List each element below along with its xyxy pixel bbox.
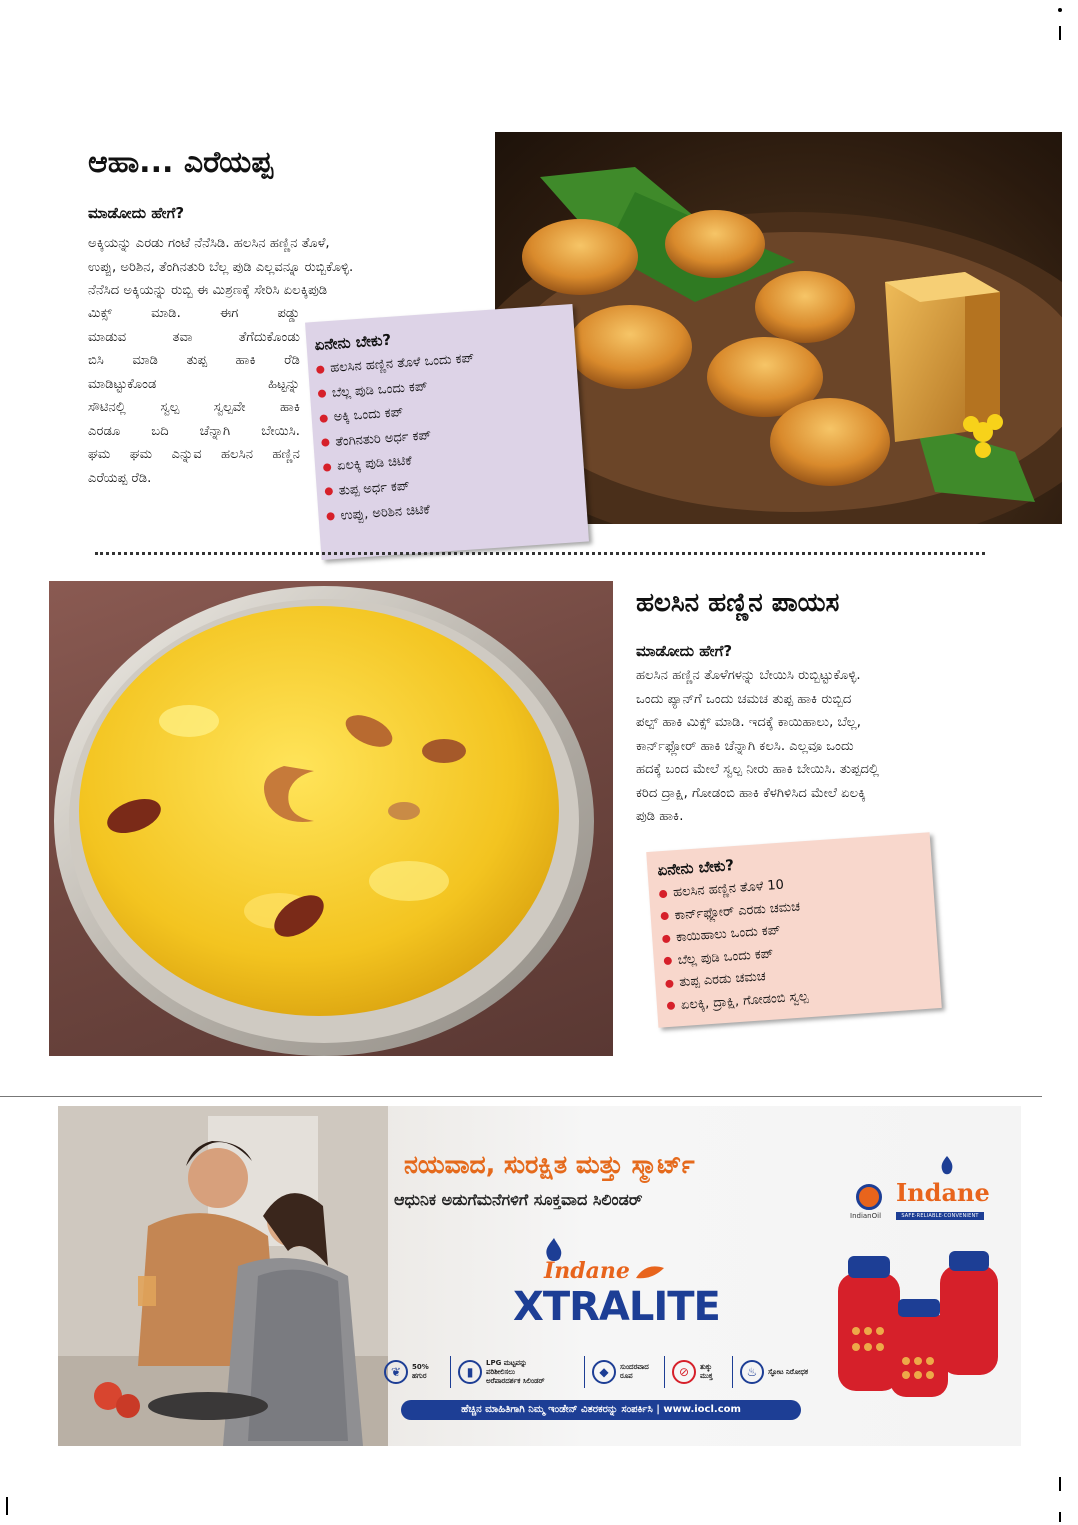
method-line: ಹದಕ್ಕೆ ಬಂದ ಮೇಲೆ ಸ್ವಲ್ಪ ನೀರು ಹಾಕಿ ಬೇಯಿಸಿ. ತುಪ್ಪದಲ್ಲಿ: [636, 762, 879, 777]
ingredients-box: [646, 832, 942, 1027]
leaf-icon: [636, 1266, 664, 1280]
payasa-illustration: [49, 581, 613, 1056]
feature-item: [740, 1350, 808, 1394]
method-line: ಮಿಕ್ಸ್ ಮಾಡಿ. ಈಗ ಪಡ್ಡು: [88, 306, 300, 321]
features-row: [384, 1350, 848, 1394]
no-rust-icon: ⊘: [672, 1360, 696, 1384]
method-line: ಉಪ್ಪು, ಅರಿಶಿನ, ತೆಂಗಿನತುರಿ ಬೆಲ್ಲ ಪುಡಿ ಎಲ್ಲವನ್ನೂ ರುಬ್ಬಿಕೊಳ್ಳಿ.: [88, 259, 354, 275]
method-line: ಎರೆಯಪ್ಪ ರೆಡಿ.: [88, 470, 152, 486]
method-line: ಒಂದು ಪ್ಯಾನ್‌ಗೆ ಒಂದು ಚಮಚ ತುಪ್ಪ ಹಾಕಿ ರುಬ್ಬಿದ: [636, 691, 852, 707]
method-line: ಮಾಡುವ ತವಾ ತೆಗೆದುಕೊಂಡು: [88, 329, 300, 345]
feature-separator: [732, 1356, 733, 1388]
brand-logo: [848, 1168, 988, 1228]
bullet-icon: [323, 463, 332, 472]
crop-mark: [1059, 1512, 1061, 1522]
ingredient-text: ತುಪ್ಪ ಎರಡು ಚಮಚ: [678, 969, 767, 991]
ingredient-text: ಉಪ್ಪು, ಅರಿಶಿನ ಚಿಟಿಕೆ: [340, 501, 431, 524]
bullet-icon: [667, 1002, 676, 1011]
bullet-icon: [664, 957, 673, 966]
cylinders-illustration: [828, 1251, 1008, 1401]
ingredient-text: ಹಲಸಿನ ಹಣ್ಣಿನ ತೊಳೆ ಒಂದು ಕಪ್: [329, 350, 475, 376]
ingredient-text: ಹಲಸಿನ ಹಣ್ಣಿನ ತೊಳೆ 10: [672, 877, 785, 901]
bullet-icon: [659, 889, 668, 898]
feature-separator: [584, 1356, 585, 1388]
method-line: ಮಾಡಿಟ್ಟುಕೊಂಡ ಹಿಟ್ಟನ್ನು: [88, 376, 300, 392]
bullet-icon: [665, 979, 674, 988]
feature-item: [672, 1350, 713, 1394]
crop-mark: [6, 1497, 8, 1515]
bullet-icon: [316, 365, 325, 374]
feature-text: 50% ಹಗುರ: [412, 1363, 429, 1380]
crop-mark: [1059, 1477, 1061, 1491]
ad-footer-banner[interactable]: ಹೆಚ್ಚಿನ ಮಾಹಿತಿಗಾಗಿ ನಿಮ್ಮ ಇಂಡೇನ್ ವಿತರಕರನ್ನು ಸಂಪರ್ಕಿಸಿ | www.iocl.com: [401, 1400, 801, 1420]
brand-parent: IndianOil: [850, 1212, 882, 1220]
ingredients-heading: ಏನೇನು ಬೇಕು?: [313, 330, 392, 355]
payasa-photo: [49, 581, 613, 1056]
ingredient-text: ತೆಂಗಿನತುರಿ ಅರ್ಧ ಕಪ್: [334, 427, 432, 450]
bullet-icon: [662, 934, 671, 943]
flame-icon: [940, 1156, 954, 1176]
ingredient-text: ತುಪ್ಪ ಅರ್ಧ ಕಪ್: [338, 478, 410, 499]
feather-icon: ❦: [384, 1360, 408, 1384]
indianoil-logo-icon: [856, 1184, 882, 1210]
fire-icon: ♨: [740, 1360, 764, 1384]
method-line: ಎರಡೂ ಬದಿ ಚೆನ್ನಾಗಿ ಬೇಯಿಸಿ.: [88, 423, 300, 439]
ad-headline: ನಯವಾದ, ಸುರಕ್ಷಿತ ಮತ್ತು ಸ್ಮಾರ್ಟ್: [404, 1150, 695, 1179]
ingredient-text: ಅಕ್ಕಿ ಒಂದು ಕಪ್: [333, 405, 404, 426]
bullet-icon: [318, 389, 327, 398]
method-line: ಹಲಸಿನ ಹಣ್ಣಿನ ತೊಳೆಗಳನ್ನು ಬೇಯಿಸಿ ರುಬ್ಬಿಟ್ಟುಕೊಳ್ಳಿ.: [636, 668, 861, 683]
ingredient-text: ಕಾಯಿಹಾಲು ಒಂದು ಕಪ್: [675, 923, 781, 946]
product-brand: Indane: [544, 1258, 630, 1284]
method-heading: ಮಾಡೋದು ಹೇಗೆ?: [636, 642, 733, 660]
feature-text: ಸುಂದರವಾದ ರೂಪ: [620, 1363, 649, 1380]
feature-separator: [664, 1356, 665, 1388]
method-line: ಪುಡಿ ಹಾಕಿ.: [636, 809, 684, 824]
method-text-narrow: [88, 302, 300, 490]
recipe-title: ಆಹಾ... ಎರೆಯಪ್ಪ: [88, 145, 273, 180]
ingredient-text: ಬೆಲ್ಲ ಪುಡಿ ಒಂದು ಕಪ್: [331, 378, 428, 401]
brand-name: Indane: [896, 1178, 990, 1207]
ingredient-text: ಏಲಕ್ಕಿ, ದ್ರಾಕ್ಷಿ, ಗೋಡಂಬಿ ಸ್ವಲ್ಪ: [680, 989, 809, 1014]
recipe-title: ಹಲಸಿನ ಹಣ್ಣಿನ ಪಾಯಸ: [636, 588, 840, 618]
bullet-icon: [319, 414, 328, 423]
method-heading: ಮಾಡೋದು ಹೇಗೆ?: [88, 204, 185, 222]
ad-divider: [0, 1096, 1042, 1097]
method-text: [88, 232, 488, 303]
method-line: ಪಲ್ಪ್ ಹಾಕಿ ಮಿಕ್ಸ್ ಮಾಡಿ. ಇದಕ್ಕೆ ಕಾಯಿಹಾಲು, ಬೆಲ್ಲ,: [636, 715, 861, 730]
feature-text: LPG ಮಟ್ಟವನ್ನು ಪರಿಶೀಲಿಸಲು ಅರೆಪಾರದರ್ಶಕ ಸಿಲಿಂಡರ್: [486, 1358, 545, 1385]
method-text: [636, 664, 976, 829]
feature-text: ತುಕ್ಕು ಮುಕ್ತ: [700, 1363, 713, 1380]
crop-mark: [1059, 26, 1061, 40]
method-line: ನೆನೆಸಿದ ಅಕ್ಕಿಯನ್ನು ರುಬ್ಬಿ ಈ ಮಿಶ್ರಣಕ್ಕೆ ಸೇರಿಸಿ ಏಲಕ್ಕಿಪುಡಿ: [88, 283, 328, 298]
bullet-icon: [660, 912, 669, 921]
ad-subheadline: ಆಧುನಿಕ ಅಡುಗೆಮನೆಗಳಿಗೆ ಸೂಕ್ತವಾದ ಸಿಲಿಂಡರ್: [394, 1190, 643, 1209]
bullet-icon: [321, 439, 330, 448]
crop-mark: [1058, 8, 1062, 12]
ingredient-text: ಬೆಲ್ಲ ಪುಡಿ ಒಂದು ಕಪ್: [677, 946, 774, 968]
feature-text: ಸ್ಫೋಟ ನಿರೋಧಕ: [768, 1367, 809, 1376]
method-line: ಅಕ್ಕಿಯನ್ನು ಎರಡು ಗಂಟೆ ನೆನೆಸಿಡಿ. ಹಲಸಿನ ಹಣ್ಣಿನ ತೊಳೆ,: [88, 236, 330, 251]
brand-tagline: SAFE·RELIABLE·CONVENIENT: [896, 1212, 984, 1220]
ingredients-heading: ಏನೇನು ಬೇಕು?: [656, 856, 735, 880]
method-line: ಬಿಸಿ ಮಾಡಿ ತುಪ್ಪ ಹಾಕಿ ರೆಡಿ: [88, 353, 300, 368]
feature-item: [592, 1350, 649, 1394]
feature-item: [458, 1350, 545, 1394]
cylinder-icon: ▮: [458, 1360, 482, 1384]
feature-item: [384, 1350, 429, 1394]
bullet-icon: [325, 488, 334, 497]
method-line: ಘಮ ಘಮ ಎನ್ನುವ ಹಲಸಿನ ಹಣ್ಣಿನ: [88, 447, 300, 462]
ingredients-box: [305, 304, 589, 560]
feature-separator: [450, 1356, 451, 1388]
method-line: ಸೌಟಿನಲ್ಲಿ ಸ್ವಲ್ಪ ಸ್ವಲ್ಪವೇ ಹಾಕಿ: [88, 400, 300, 415]
couple-cooking-illustration: [58, 1106, 388, 1446]
method-line: ಕರಿದ ದ್ರಾಕ್ಷಿ, ಗೋಡಂಬಿ ಹಾಕಿ ಕೆಳಗಿಳಿಸಿದ ಮೇಲೆ ಏಲಕ್ಕಿ: [636, 785, 866, 801]
product-name: XTRALITE: [513, 1284, 720, 1330]
indane-advertisement[interactable]: [58, 1106, 1021, 1446]
design-icon: ◆: [592, 1360, 616, 1384]
section-divider: [95, 552, 985, 555]
ingredient-text: ಕಾರ್ನ್‌ಫ್ಲೋರ್ ಎರಡು ಚಮಚ: [674, 899, 801, 923]
method-line: ಕಾರ್ನ್‌ಫ್ಲೋರ್ ಹಾಕಿ ಚೆನ್ನಾಗಿ ಕಲಸಿ. ಎಲ್ಲವೂ ಒಂದು: [636, 738, 854, 754]
bullet-icon: [326, 512, 335, 521]
ingredient-text: ಏಲಕ್ಕಿ ಪುಡಿ ಚಿಟಿಕೆ: [336, 453, 413, 475]
